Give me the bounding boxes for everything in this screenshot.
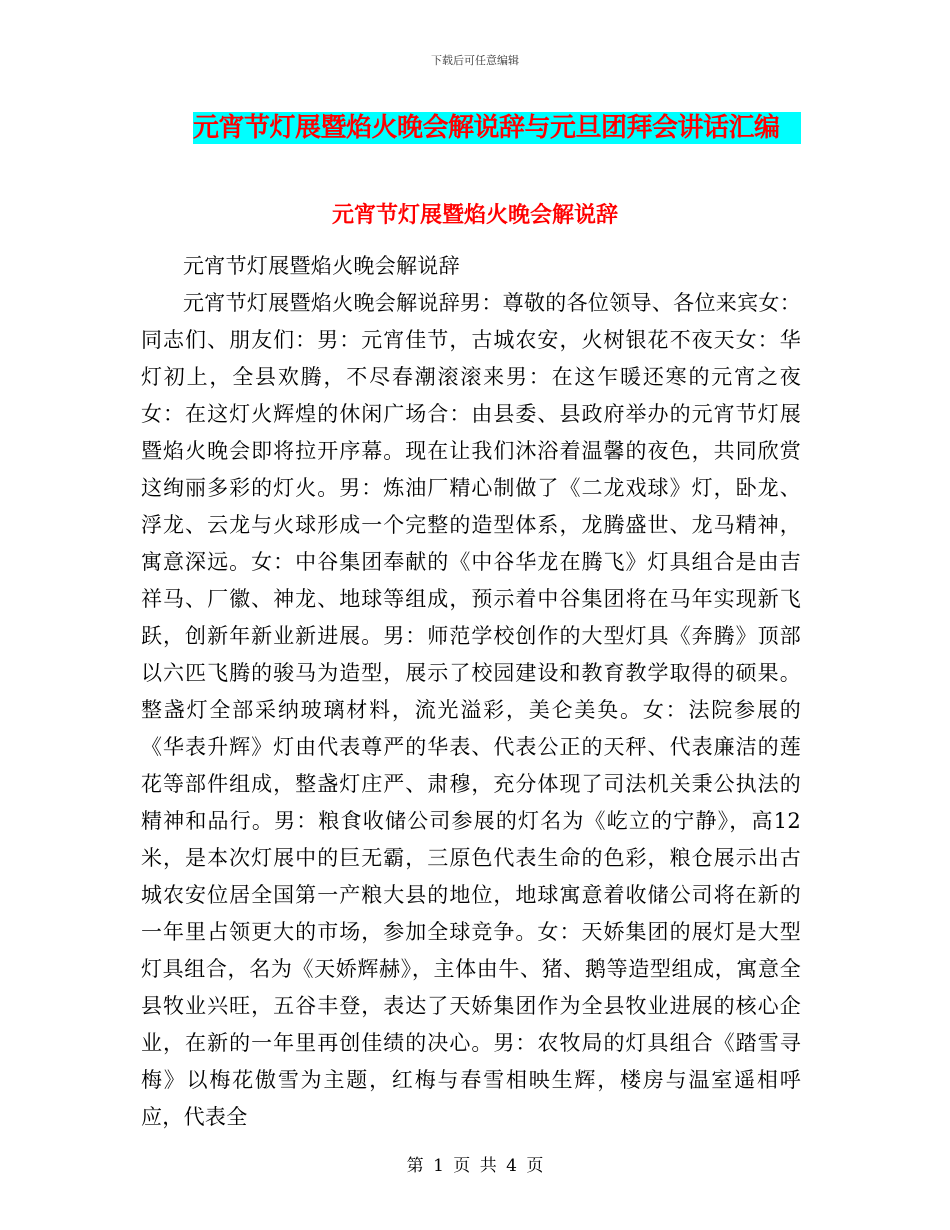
document-main-title: 元宵节灯展暨焰火晚会解说辞与元旦团拜会讲话汇编 (193, 112, 801, 144)
page-number-footer: 第 1 页 共 4 页 (406, 1156, 544, 1176)
header-note: 下载后可任意编辑 (431, 54, 519, 67)
article-body (141, 248, 801, 1136)
paragraph-subtitle: 元宵节灯展暨焰火晚会解说辞 (183, 254, 460, 278)
paragraph-body: 元宵节灯展暨焰火晚会解说辞男：尊敬的各位领导、各位来宾女：同志们、朋友们：男：元宵佳节，古城农安，火树银花不夜天女：华灯初上，全县欢腾，不尽春潮滚滚来男：在这乍暖还寒的元宵之夜女：在这灯火辉煌的休闲广场合：由县委、县政府举办的元宵节灯展暨焰火晚会即将拉开序幕。现在让我们沐浴着温馨的夜色，共同欣赏这绚丽多彩的灯火。男：炼油厂精心制做了《二龙戏球》灯，卧龙、浮龙、云龙与火球形成一个完整的造型体系，龙腾盛世、龙马精神，寓意深远。女：中谷集团奉献的《中谷华龙在腾飞》灯具组合是由吉祥马、厂徽、神龙、地球等组成，预示着中谷集团将在马年实现新飞跃，创新年新业新进展。男：师范学校创作的大型灯具《奔腾》顶部以六匹飞腾的骏马为造型，展示了校园建设和教育教学取得的硕果。整盏灯全部采纳玻璃材料，流光溢彩，美仑美奂。女：法院参展的《华表升辉》灯由代表尊严的华表、代表公正的天秤、代表廉洁的莲花等部件组成，整盏灯庄严、肃穆，充分体现了司法机关秉公执法的精神和品行。男：粮食收储公司参展的灯名为《屹立的宁静》，高12米，是本次灯展中的巨无霸，三原色代表生命的色彩，粮仓展示出古城农安位居全国第一产粮大县的地位，地球寓意着收储公司将在新的一年里占领更大的市场，参加全球竞争。女：天娇集团的展灯是大型灯具组合，名为《天娇辉赫》，主体由牛、猪、鹅等造型组成，寓意全县牧业兴旺，五谷丰登，表达了天娇集团作为全县牧业进展的核心企业，在新的一年里再创佳绩的决心。男：农牧局的灯具组合《踏雪寻梅》以梅花傲雪为主题，红梅与春雪相映生辉，楼房与温室遥相呼应，代表全 (141, 291, 801, 1129)
section-title: 元宵节灯展暨焰火晚会解说辞 (331, 203, 618, 228)
